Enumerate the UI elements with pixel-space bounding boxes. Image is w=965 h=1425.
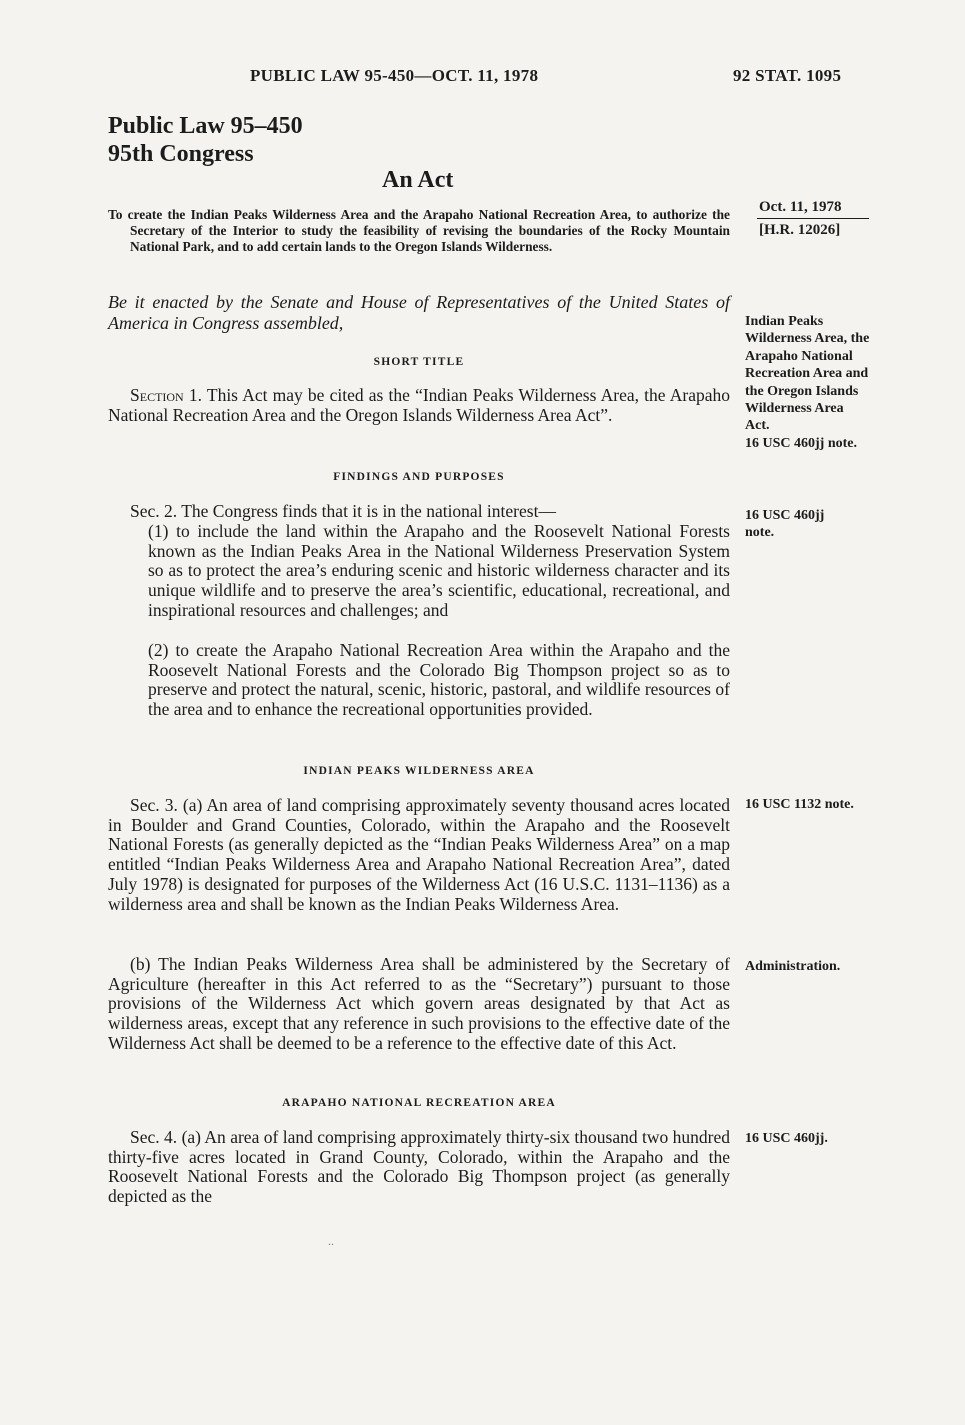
margin-note-short-title-text: Indian Peaks Wilderness Area, the Arapaho National Recreation Area and the Oregon Islands Wilderness Area Act. (745, 314, 870, 434)
bill-number: [H.R. 12026] (759, 222, 841, 238)
section-4-a (108, 1128, 730, 1207)
section-3-b: (b) The Indian Peaks Wilderness Area shall be administered by the Secretary of Agriculture (hereafter in this Act referred to as the “Secretary”) pursuant to those provisions of the Wilderness Act which govern areas designated by that Act as wilderness areas, except that any reference in such provisions to the effective date of the Wilderness Act shall be deemed to be a reference to the effective date of this Act. (108, 954, 730, 1053)
section-3-a (108, 796, 730, 914)
footer-mark: .. (328, 1234, 334, 1248)
law-number: Public Law 95–450 (108, 113, 303, 139)
section-2-text: The Congress finds that it is in the national interest— (177, 501, 556, 521)
section-2-label: Sec. 2. (130, 501, 178, 521)
section-3-a-text: (a) An area of land comprising approximately seventy thousand acres located in Boulder and Grand Counties, Colorado, within the Arapaho and the Roosevelt National Forests (as generally depicted as the “Indian Peaks Wilderness Area” on a map entitled “Indian Peaks Wilderness Area and Arapaho National Recreation Area”, dated July 1978) is designated for purposes of the Wilderness Act (16 U.S.C. 1131–1136) as a wilderness area and shall be known as the Indian Peaks Wilderness Area. (108, 795, 730, 914)
heading-arapaho: ARAPAHO NATIONAL RECREATION AREA (282, 1097, 556, 1109)
act-purpose-text: To create the Indian Peaks Wilderness Area and the Arapaho National Recreation Area, to authorize the Secretary of the Interior to study the feasibility of revising the boundaries of the Rocky Mountain National Park, and to add certain lands to the Oregon Islands Wilderness. (108, 207, 730, 254)
enacting-clause: Be it enacted by the Senate and House of Representatives of the United States of America in Congress assembled, (108, 292, 730, 333)
section-2-paragraph-1: (1) to include the land within the Arapaho and the Roosevelt National Forests known as the Indian Peaks Area in the National Wilderness Preservation System so as to protect the area’s enduring scenic and historic wilderness character and its unique wildlife and to preserve the area’s scientific, educational, recreational, and inspirational resources and challenges; and (148, 521, 730, 620)
section-1-label: Section 1. (130, 385, 203, 405)
congress-number: 95th Congress (108, 141, 254, 167)
enactment-date: Oct. 11, 1978 (757, 199, 869, 219)
margin-note-indian-peaks: 16 USC 1132 note. (745, 797, 854, 812)
statute-page-reference: 92 STAT. 1095 (733, 66, 842, 85)
heading-indian-peaks: INDIAN PEAKS WILDERNESS AREA (303, 765, 535, 777)
act-label: An Act (382, 167, 454, 193)
heading-findings: FINDINGS AND PURPOSES (333, 471, 505, 483)
law-title-block (108, 112, 303, 168)
section-4-label: Sec. 4. (130, 1127, 178, 1147)
section-4-a-text: (a) An area of land comprising approximately thirty-six thousand two hundred thirty-five acres located in Grand County, Colorado, within the Arapaho and the Roosevelt National Forests and the Colorado Big Thompson project (as generally depicted as the (108, 1127, 730, 1207)
act-purpose (108, 207, 730, 255)
running-head: PUBLIC LAW 95-450—OCT. 11, 1978 (250, 66, 539, 85)
margin-note-short-title-cite: 16 USC 460jj note. (745, 435, 857, 451)
margin-note-administration: Administration. (745, 959, 841, 974)
margin-note-short-title (745, 313, 870, 452)
section-3-label: Sec. 3. (130, 795, 178, 815)
enactment-date-block (757, 199, 869, 239)
margin-note-arapaho: 16 USC 460jj. (745, 1131, 828, 1146)
heading-short-title: SHORT TITLE (373, 356, 465, 368)
section-1-text: This Act may be cited as the “Indian Peaks Wilderness Area, the Arapaho National Recreation Area and the Oregon Islands Wilderness Area Act”. (108, 385, 731, 425)
section-1 (108, 386, 730, 425)
section-2-paragraph-2: (2) to create the Arapaho National Recreation Area within the Arapaho and the Roosevelt National Forests and the Colorado Big Thompson project so as to preserve and protect the natural, scenic, historic, pastoral, and wildlife resources of the area and to enhance the recreational opportunities provided. (148, 640, 730, 720)
margin-note-findings: 16 USC 460jj note. (745, 508, 825, 541)
section-2 (108, 502, 730, 522)
